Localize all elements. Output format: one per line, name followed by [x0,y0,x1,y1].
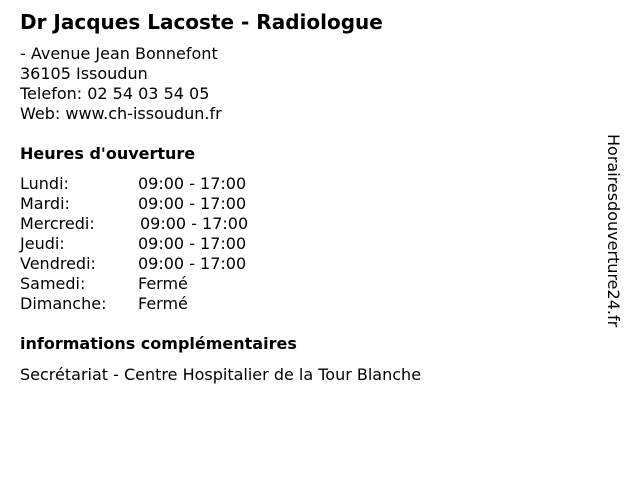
address-phone: Telefon: 02 54 03 54 05 [20,84,210,103]
page-title: Dr Jacques Lacoste - Radiologue [20,10,383,34]
hours-time: Fermé [138,274,188,293]
hours-time: Fermé [138,294,188,313]
hours-time: 09:00 - 17:00 [138,194,247,213]
address-block [20,44,222,124]
additional-info-text: Secrétariat - Centre Hospitalier de la Tour Blanche [20,365,422,384]
hours-day: Dimanche: [20,294,107,313]
hours-time: 09:00 - 17:00 [138,254,247,273]
hours-time: 09:00 - 17:00 [138,234,247,253]
hours-day: Jeudi: [20,234,65,253]
hours-day: Mardi: [20,194,70,213]
hours-day: Lundi: [20,174,69,193]
hours-day: Vendredi: [20,254,96,273]
additional-info-heading: informations complémentaires [20,334,297,353]
brand-side-text: Horairesdouverture24.fr [604,134,623,328]
address-street: - Avenue Jean Bonnefont [20,44,218,63]
hours-time: 09:00 - 17:00 [140,214,249,233]
hours-day: Samedi: [20,274,86,293]
hours-time: 09:00 - 17:00 [138,174,247,193]
address-city: 36105 Issoudun [20,64,148,83]
opening-hours-heading: Heures d'ouverture [20,144,196,163]
address-web: Web: www.ch-issoudun.fr [20,104,222,123]
hours-day: Mercredi: [20,214,95,233]
